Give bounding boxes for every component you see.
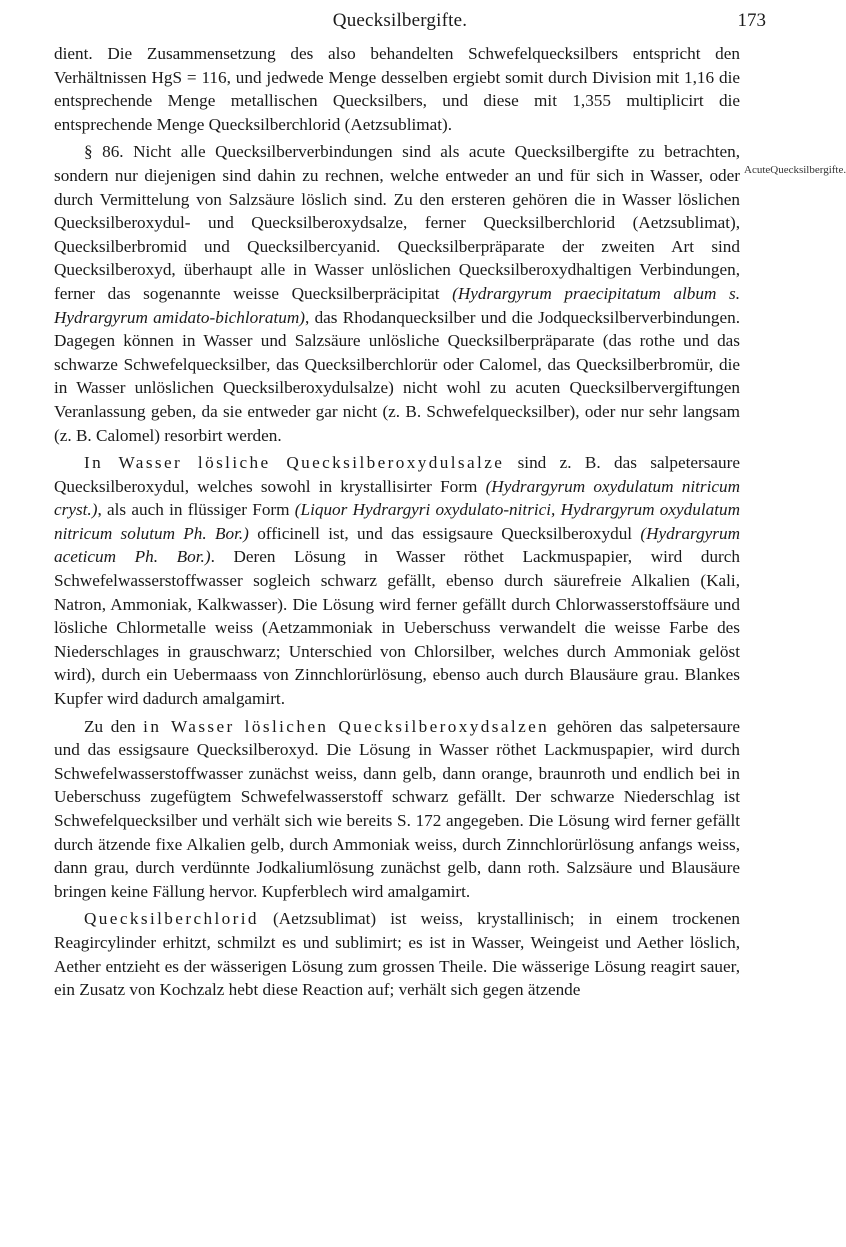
running-title: Quecksilbergifte. xyxy=(332,10,468,31)
text-segment: gehören das salpetersaure und das essigsaure Quecksilberoxyd. Die Lösung in Wasser röthet Lackmuspapier, wird durch Schwefelwasserstoffwasser zunächst weiss, dann gelb, dann orange, braunroth und endlich bei in Ueberschuss zugefügtem Schwefelwasserstoff schwarz gefällt. Der schwarze Niederschlag ist Schwefelquecksilber und verhält sich wie bereits S. 172 angegeben. Die Lösung wird ferner gefällt durch ätzende fixe Alkalien gelb, durch Ammoniak weiss, durch Zinnchlorürlösung anfangs weiss, dann grau, durch verdünnte Jodkaliumlösung zunächst gelb, dann roth. Salzsäure und Blausäure bringen keine Fällung hervor. Kupferblech wird amalgamirt. xyxy=(54,716,740,901)
text-segment: officinell ist, und das essigsaure Quecksilberoxydul xyxy=(248,523,641,543)
running-head xyxy=(0,8,800,36)
text-segment: (Hydrargyrum praecipitatum album s. Hydrargyrum amidato-bichloratum) xyxy=(54,283,741,327)
text-segment: in Wasser löslichen Quecksilberoxydsalzen xyxy=(143,716,550,736)
text-segment: (Aetzsublimat) ist weiss, krystallinisch; in einem trockenen Reagircylinder erhitzt, schmilzt es und sublimirt; es ist in Wasser, Weingeist und Aether löslich, Aether entzieht es der wässerigen Lösung zum grossen Theile. Die wässerige Lösung reagirt sauer, ein Zusatz von Kochzalz hebt diese Reaction auf; verhält sich gegen ätzende xyxy=(54,909,740,1000)
paragraph-4 xyxy=(54,715,740,904)
text-segment: (Hydrargyrum oxydulatum nitricum cryst.) xyxy=(54,476,741,520)
text-segment: § 86. Nicht alle Quecksilberverbindungen sind als acute Quecksilbergifte zu betrachten, sondern nur diejenigen sind dahin zu rechnen, welche entweder an und für sich in Wasser, oder durch Vermittelung von Salzsäure löslich sind. Zu den ersteren gehören die in Wasser löslichen Quecksilberoxydul- und Quecksilberoxydsalze, ferner Quecksilberchlorid (Aetzsublimat), Quecksilberbromid und Quecksilbercyanid. Quecksilberpräparate der zweiten Art sind Quecksilberoxyd, überhaupt alle in Wasser unlöslichen Quecksilberoxydhaltigen Verbindungen, ferner das sogenannte weisse Quecksilberpräcipitat xyxy=(54,142,740,303)
text-segment: In Wasser lösliche Quecksilberoxydulsalze xyxy=(84,453,505,473)
text-segment: dient. Die Zusammensetzung des also behandelten Schwefelquecksilbers entspricht den Verhältnissen HgS = 116, und jedwede Menge desselben ergiebt somit durch Division mit 1,16 die entsprechende Menge metallischen Quecksilbers, und diese mit 1,355 multiplicirt die entsprechende Menge Quecksilberchlorid (Aetzsublimat). xyxy=(54,44,740,134)
paragraph-3 xyxy=(54,451,740,711)
page-number: 173 xyxy=(737,10,766,31)
paragraph-1 xyxy=(54,42,740,136)
text-segment: (Liquor Hydrargyri oxydulato-nitrici, Hydrargyrum oxydulatum nitricum solutum Ph. Bor.) xyxy=(54,500,740,543)
paragraph-2 xyxy=(54,140,740,447)
text-segment: Quecksilberchlorid xyxy=(84,909,259,929)
body-text xyxy=(54,42,740,1006)
text-segment: , das Rhodanquecksilber und die Jodquecksilberverbindungen. Dagegen können in Wasser und Salzsäure unlösliche Quecksilberpräparate (das rothe und das schwarze Schwefelquecksilber, das Quecksilberchlorür oder Calomel, das Quecksilberbromür, die in Wasser unlöslichen Quecksilberoxydulsalze) nicht wohl zu acuten Quecksilbervergiftungen Veranlassung geben, da sie entweder gar nicht (z. B. Schwefelquecksilber), oder nur sehr langsam (z. B. Calomel) resorbirt werden. xyxy=(54,307,740,445)
text-segment: sind z. B. das salpetersaure Quecksilberoxydul, welches sowohl in krystallisirter Form xyxy=(54,453,740,496)
paragraph-5 xyxy=(54,907,740,1001)
text-segment: . Deren Lösung in Wasser röthet Lackmuspapier, wird durch Schwefelwasserstoffwasser sogleich schwarz gefällt, ebenso durch säurefreie Alkalien (Kali, Natron, Ammoniak, Kalkwasser). Die Lösung wird ferner gefällt durch Chlorwasserstoffsäure und lösliche Chlormetalle weiss (Aetzammoniak in Ueberschuss verwandelt die weisse Farbe des Niederschlages in grauschwarz; Unterschied von Chlorsilber, welches durch Ammoniak gelöst wird), durch ein Uebermaass von Zinnchlorürlösung, ebenso auch durch Blausäure grau. Blankes Kupfer wird dadurch amalgamirt. xyxy=(54,547,740,709)
text-segment: Zu den xyxy=(84,716,144,736)
text-segment: , als auch in flüssiger Form xyxy=(97,500,295,520)
text-segment: (Hydrargyrum aceticum Ph. Bor.) xyxy=(54,523,740,567)
margin-note: AcuteQuecksilbergifte. xyxy=(744,164,846,176)
